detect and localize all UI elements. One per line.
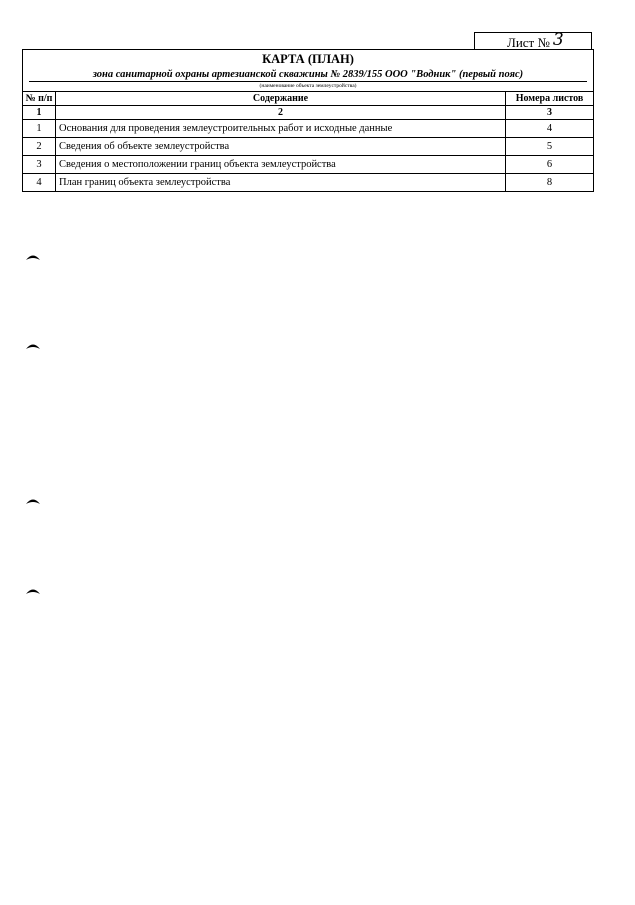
row-page: 6 [506,156,594,174]
column-header-row [23,92,594,106]
column-index-row [23,106,594,120]
title-cell [23,50,594,92]
column-index: 1 [23,106,56,120]
row-content: План границ объекта землеустройства [56,174,506,192]
column-index: 2 [56,106,506,120]
row-content: Основания для проведения землеустроительных работ и исходные данные [56,120,506,138]
punch-hole-mark [25,497,41,505]
table-row [23,120,594,138]
punch-hole-mark [25,342,41,350]
row-page: 4 [506,120,594,138]
row-page: 5 [506,138,594,156]
row-number: 3 [23,156,56,174]
sheet-number-box [474,32,592,50]
table-row [23,174,594,192]
title-row [23,50,594,92]
row-content: Сведения об объекте землеустройства [56,138,506,156]
sheet-number: 3 [552,30,564,50]
row-number: 4 [23,174,56,192]
document-subtitle: зона санитарной охраны артезианской скважины № 2839/155 ООО "Водник" (первый пояс) [29,68,587,82]
document-title: КАРТА (ПЛАН) [262,52,354,66]
row-number: 1 [23,120,56,138]
row-content: Сведения о местоположении границ объекта землеустройства [56,156,506,174]
punch-hole-mark [25,253,41,261]
subtitle-caption: (наименование объекта землеустройства) [259,83,357,89]
contents-table [22,49,594,192]
table-row [23,156,594,174]
column-header-content: Содержание [56,92,506,106]
sheet-label: Лист № [507,35,550,50]
column-header-num: № п/п [23,92,56,106]
table-row [23,138,594,156]
row-page: 8 [506,174,594,192]
column-header-pages: Номера листов [506,92,594,106]
punch-hole-mark [25,587,41,595]
row-number: 2 [23,138,56,156]
column-index: 3 [506,106,594,120]
